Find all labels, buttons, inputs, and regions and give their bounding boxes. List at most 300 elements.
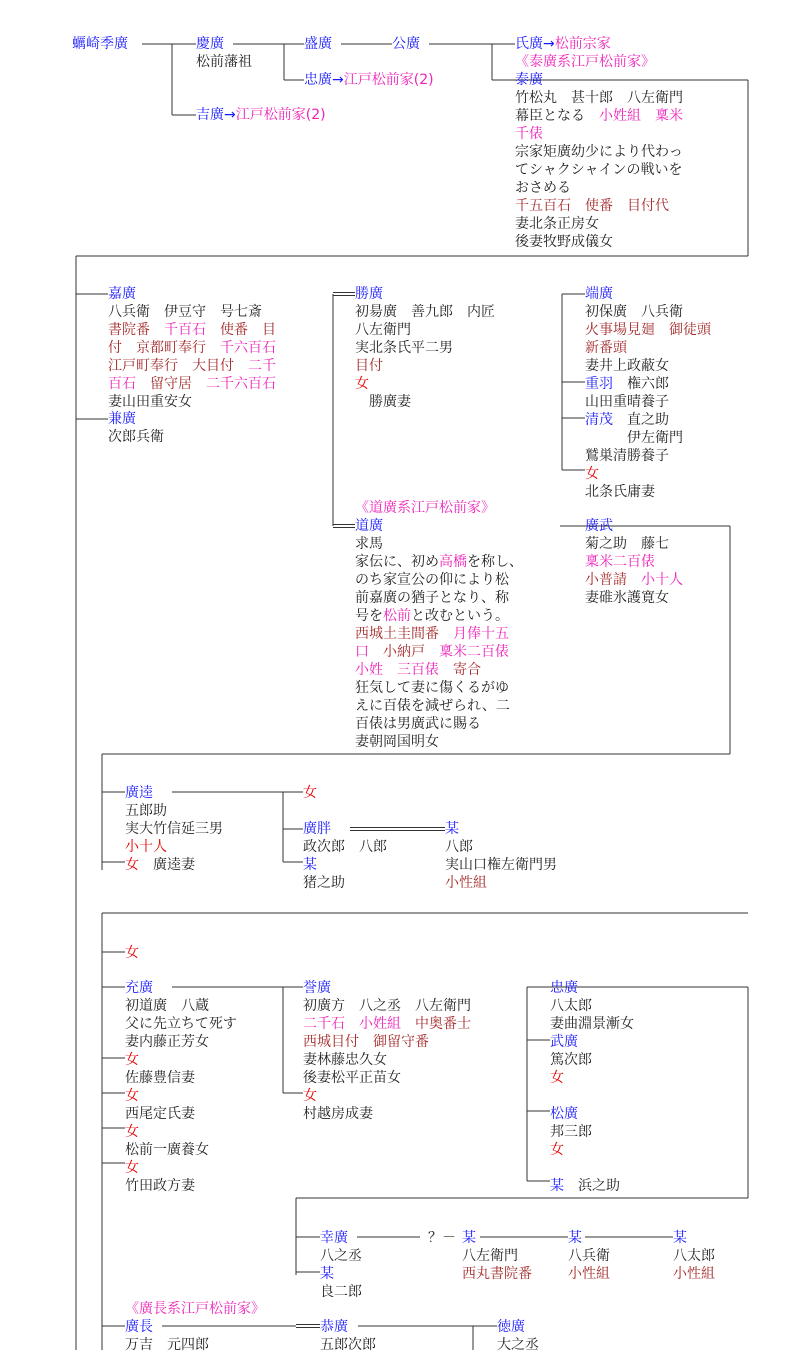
person-line — [108, 339, 276, 357]
person-kahiro — [108, 285, 276, 411]
person-bou3 — [568, 1229, 610, 1283]
person-line — [125, 1123, 237, 1141]
person-line — [355, 733, 523, 751]
person-detail: 浜之助 — [564, 1178, 620, 1194]
person-line — [320, 1229, 362, 1247]
person-line — [125, 1318, 209, 1336]
person-detail: 八兵衛 伊豆守 号七斎 — [108, 304, 262, 320]
person-detail: 二千 — [248, 358, 276, 374]
female-label: 女 — [125, 1088, 139, 1104]
person-line — [355, 357, 495, 375]
person-name: 泰廣 — [515, 72, 543, 88]
person-line — [108, 303, 276, 321]
person-detail: 小納戸 — [383, 644, 439, 660]
person-detail: 求馬 — [355, 536, 383, 552]
person-line — [125, 820, 223, 838]
person-line — [515, 161, 683, 179]
person-detail: 次郎兵衛 — [108, 429, 164, 445]
person-detail: 付 京都町奉行 — [108, 340, 220, 356]
person-detail: 八太郎 — [673, 1248, 715, 1264]
person-line — [445, 856, 557, 874]
person-line — [303, 979, 471, 997]
person-detail: 稟米二百俵 — [439, 644, 509, 660]
person-line — [125, 1300, 265, 1318]
person-detail: 西城目付 御留守番 — [303, 1034, 429, 1050]
person-line — [497, 1336, 539, 1354]
female-label: 女 — [125, 945, 139, 961]
person-detail: 留守居 — [150, 376, 206, 392]
person-line — [585, 589, 683, 607]
person-hironaga — [125, 1318, 209, 1354]
person-line — [585, 429, 711, 447]
person-detail: 宗家矩廣幼少により代わっ — [515, 144, 683, 160]
person-line — [303, 1105, 471, 1123]
person-line — [585, 483, 711, 501]
person-line — [125, 1015, 237, 1033]
person-onna2 — [125, 944, 139, 962]
person-line — [108, 357, 276, 375]
person-detail: 佐藤豊信妻 — [125, 1070, 195, 1086]
person-line — [355, 715, 523, 733]
person-line — [550, 1105, 634, 1123]
person-line — [355, 643, 523, 661]
person-name: 幸廣 — [320, 1230, 348, 1246]
person-line — [392, 35, 420, 53]
person-detail: 千百石 — [164, 322, 220, 338]
person-detail: 実山口権左衛門男 — [445, 857, 557, 873]
person-detail: 邦三郎 — [550, 1124, 592, 1140]
female-label: 小十人 — [125, 839, 167, 855]
person-line — [125, 1087, 237, 1105]
person-line — [515, 89, 683, 107]
person-detail — [550, 1160, 554, 1176]
person-detail: 山田重晴養子 — [585, 394, 669, 410]
person-line — [303, 1015, 471, 1033]
person-detail: 西城土圭間番 — [355, 626, 453, 642]
person-line — [515, 35, 611, 53]
person-katsuhiro — [355, 285, 495, 411]
person-line — [568, 1229, 610, 1247]
person-line — [585, 517, 683, 535]
person-line — [550, 1141, 634, 1159]
person-bou1 — [445, 820, 557, 892]
person-detail: 八兵衛 — [568, 1248, 610, 1264]
person-line — [125, 1141, 237, 1159]
person-line — [585, 465, 711, 483]
person-name: 氏廣→ — [515, 36, 555, 52]
person-detail: 火事場見廻 御徒頭 — [585, 322, 711, 338]
person-line — [196, 53, 252, 71]
person-line — [673, 1229, 715, 1247]
person-line — [585, 357, 711, 375]
person-line — [355, 661, 523, 679]
person-detail: 小性組 — [445, 875, 487, 891]
person-line — [108, 393, 276, 411]
person-detail: 実北条氏平二男 — [355, 340, 453, 356]
person-name: 廣長 — [125, 1319, 153, 1335]
person-detail: 前嘉廣の猶子となり、称 — [355, 590, 509, 606]
person-name: 武廣 — [550, 1034, 578, 1050]
person-name: 松廣 — [550, 1106, 578, 1122]
person-line — [550, 979, 634, 997]
person-line — [355, 625, 523, 643]
person-detail: 妻朝岡国明女 — [355, 734, 439, 750]
person-line — [585, 321, 711, 339]
person-detail: 五郎次郎 — [320, 1337, 376, 1353]
person-line — [125, 979, 237, 997]
person-name: 盛廣 — [304, 36, 332, 52]
person-line — [568, 1265, 610, 1283]
person-line — [428, 1229, 456, 1247]
person-detail: 勝廣妻 — [355, 394, 411, 410]
person-detail: 初道廣 八蔵 — [125, 998, 209, 1014]
person-line — [585, 339, 711, 357]
person-line — [445, 874, 557, 892]
person-detail: 北条氏庸妻 — [585, 484, 655, 500]
person-detail: 松前藩祖 — [196, 54, 252, 70]
person-line — [497, 1318, 539, 1336]
person-detail: 八郎 — [445, 839, 473, 855]
person-kimihiro — [392, 35, 420, 53]
person-line — [673, 1265, 715, 1283]
person-line — [355, 339, 495, 357]
person-detail: 江戸町奉行 大目付 — [108, 358, 248, 374]
person-line — [125, 1069, 237, 1087]
person-line — [585, 393, 711, 411]
person-hirohan — [303, 820, 387, 892]
person-line — [125, 1336, 209, 1354]
person-detail: 妻北条正房女 — [515, 216, 599, 232]
female-label: 女 — [125, 1052, 139, 1068]
person-line — [320, 1318, 376, 1336]
person-detail: 妻林藤忠久女 — [303, 1052, 387, 1068]
female-label: 女 — [303, 785, 317, 801]
person-yoshihiro2 — [196, 106, 326, 124]
person-line — [515, 197, 683, 215]
person-line — [550, 1033, 634, 1051]
person-tadahiro1 — [304, 71, 434, 89]
person-line — [125, 856, 223, 874]
person-line — [355, 393, 495, 411]
person-yasuhiro2 — [320, 1318, 376, 1354]
person-mitsuhiro — [125, 979, 237, 1195]
person-detail: 実大竹信延三男 — [125, 821, 223, 837]
person-detail: のち家宣公の仰により松 — [355, 572, 509, 588]
female-label: 女 — [550, 1142, 564, 1158]
person-detail: 百俵は男廣武に賜る — [355, 716, 481, 732]
person-detail: てシャクシャインの戦いを — [515, 162, 683, 178]
female-label: 女 — [550, 1070, 564, 1086]
person-detail: 百石 — [108, 376, 150, 392]
person-name: 兼廣 — [108, 411, 136, 427]
person-line — [462, 1247, 532, 1265]
person-detail: 《廣長系江戸松前家》 — [125, 1301, 265, 1317]
person-line — [355, 589, 523, 607]
person-detail: 五郎助 — [125, 803, 167, 819]
person-line — [108, 375, 276, 393]
person-line — [515, 215, 683, 233]
person-detail: 権六郎 — [613, 376, 669, 392]
person-line — [355, 571, 523, 589]
person-name: 勝廣 — [355, 286, 383, 302]
person-detail: 新番頭 — [585, 340, 627, 356]
person-detail: 初廣方 八之丞 八左衛門 — [303, 998, 471, 1014]
person-detail: おさめる — [515, 180, 571, 196]
person-detail: 稟米 — [655, 108, 683, 124]
person-line — [355, 697, 523, 715]
person-hirotake — [585, 517, 683, 607]
person-detail: 竹松丸 甚十郎 八左衛門 — [515, 90, 683, 106]
person-name: 吉廣→ — [196, 107, 236, 123]
person-line — [108, 321, 276, 339]
person-detail: 目付 — [355, 358, 383, 374]
person-detail: 妻山田重安女 — [108, 394, 192, 410]
person-name: 端廣 — [585, 286, 613, 302]
person-homarehiro — [303, 979, 471, 1123]
person-line — [304, 35, 332, 53]
female-label: 女 — [303, 1088, 317, 1104]
person-detail: 妻井上政蔽女 — [585, 358, 669, 374]
person-detail: 西尾定氏妻 — [125, 1106, 195, 1122]
person-detail: 大之丞 — [497, 1337, 539, 1353]
person-line — [462, 1265, 532, 1283]
person-qmark — [428, 1229, 456, 1247]
person-line — [303, 1033, 471, 1051]
person-line — [550, 1177, 634, 1195]
person-name: 廣逵 — [125, 785, 153, 801]
person-line — [515, 143, 683, 161]
person-line — [303, 874, 387, 892]
person-line — [72, 35, 128, 53]
female-label: 女 — [125, 1160, 139, 1176]
person-detail: 篤次郎 — [550, 1052, 592, 1068]
person-detail: 《道廣系江戸松前家》 — [355, 500, 495, 516]
person-detail: 高橋 — [439, 554, 467, 570]
person-line — [303, 820, 387, 838]
person-name: 徳廣 — [497, 1319, 525, 1335]
person-ujihiro — [515, 35, 611, 53]
person-detail: 小普請 — [585, 572, 641, 588]
person-name: 充廣 — [125, 980, 153, 996]
person-detail: 八左衛門 — [462, 1248, 518, 1264]
person-line — [355, 607, 523, 625]
person-name: 某 — [550, 1178, 564, 1194]
person-line — [355, 553, 523, 571]
person-line — [355, 679, 523, 697]
person-detail: 松前宗家 — [554, 36, 611, 52]
person-line — [125, 838, 223, 856]
person-detail: 廣逵妻 — [139, 857, 195, 873]
person-detail: 使番 目 — [220, 322, 276, 338]
person-bou2 — [462, 1229, 532, 1283]
person-detail: 小性組 — [673, 1266, 715, 1282]
female-label: 女 — [125, 1124, 139, 1140]
person-line — [568, 1247, 610, 1265]
person-detail: 父に先立ちて死す — [125, 1016, 237, 1032]
person-line — [585, 285, 711, 303]
person-line — [303, 1069, 471, 1087]
person-detail: 月俸十五 — [453, 626, 509, 642]
person-detail: 八之丞 — [320, 1248, 362, 1264]
person-line — [125, 1051, 237, 1069]
person-line — [515, 107, 683, 125]
person-detail: 口 — [355, 644, 383, 660]
person-detail: 初保廣 八兵衛 — [585, 304, 683, 320]
person-name: 蠣崎季廣 — [72, 36, 128, 52]
person-tadahiro2 — [550, 979, 634, 1195]
person-detail: 二千六百石 — [206, 376, 276, 392]
person-name: 清茂 — [585, 412, 613, 428]
person-detail: 妻内藤正芳女 — [125, 1034, 209, 1050]
person-line — [304, 71, 434, 89]
person-name: 某 — [462, 1230, 476, 1246]
person-morihiro — [304, 35, 332, 53]
person-detail: 号を — [355, 608, 383, 624]
person-detail: 竹田政方妻 — [125, 1178, 195, 1194]
person-name: 重羽 — [585, 376, 613, 392]
person-line — [585, 447, 711, 465]
person-line — [303, 856, 387, 874]
person-line — [515, 125, 683, 143]
person-line — [125, 784, 223, 802]
person-detail: 八左衛門 — [355, 322, 411, 338]
person-name: 某 — [568, 1230, 582, 1246]
person-line — [355, 321, 495, 339]
person-detail: 松前一廣養女 — [125, 1142, 209, 1158]
person-name: 某 — [673, 1230, 687, 1246]
person-hironaga-branch — [125, 1300, 265, 1318]
person-line — [320, 1283, 362, 1301]
person-line — [355, 517, 523, 535]
person-hiromichi — [125, 784, 223, 874]
person-line — [303, 1087, 471, 1105]
person-detail: 妻碓氷護寛女 — [585, 590, 669, 606]
person-detail: 松前 — [383, 608, 411, 624]
person-line — [196, 35, 252, 53]
person-detail: 八太郎 — [550, 998, 592, 1014]
person-detail: 妻曲淵景漸女 — [550, 1016, 634, 1032]
person-line — [462, 1229, 532, 1247]
person-name: 道廣 — [355, 518, 383, 534]
person-line — [550, 1015, 634, 1033]
person-line — [550, 1123, 634, 1141]
person-line — [550, 1159, 634, 1177]
person-name: 某 — [445, 821, 459, 837]
person-detail: 西丸書院番 — [462, 1266, 532, 1282]
person-line — [303, 997, 471, 1015]
person-line — [125, 1033, 237, 1051]
person-line — [320, 1247, 362, 1265]
person-line — [515, 53, 655, 71]
person-line — [196, 106, 326, 124]
person-line — [125, 1177, 237, 1195]
person-line — [585, 553, 683, 571]
person-line — [585, 411, 711, 429]
person-name: 某 — [320, 1266, 334, 1282]
person-detail: 小性組 — [568, 1266, 610, 1282]
person-line — [355, 375, 495, 393]
person-yasuhiro — [515, 71, 683, 251]
person-detail: 千五百石 使番 目付代 — [515, 198, 669, 214]
person-detail: 家伝に、初め — [355, 554, 439, 570]
person-detail: 直之助 — [613, 412, 669, 428]
person-detail: 村越房成妻 — [303, 1106, 373, 1122]
person-tanhiro — [585, 285, 711, 501]
person-name: 某 — [303, 857, 317, 873]
person-detail: 千俵 — [515, 126, 543, 142]
person-line — [125, 1105, 237, 1123]
person-detail: 小十人 — [641, 572, 683, 588]
person-detail: 小姓 三百俵 — [355, 662, 453, 678]
person-line — [445, 838, 557, 856]
person-line — [355, 535, 523, 553]
person-yasuhiro-branch — [515, 53, 655, 71]
person-line — [108, 428, 164, 446]
person-detail: 菊之助 藤七 — [585, 536, 669, 552]
person-detail: 小姓組 — [599, 108, 655, 124]
female-label: 女 — [585, 466, 599, 482]
person-line — [515, 179, 683, 197]
person-name: 恭廣 — [320, 1319, 348, 1335]
person-line — [108, 410, 164, 428]
person-line — [303, 1051, 471, 1069]
person-line — [585, 303, 711, 321]
person-name: 廣武 — [585, 518, 613, 534]
person-line — [355, 499, 495, 517]
person-detail: 書院番 — [108, 322, 164, 338]
person-line — [125, 997, 237, 1015]
person-detail — [550, 1088, 554, 1104]
person-detail: えに百俵を減ぜられ、二 — [355, 698, 510, 714]
person-detail: 良二郎 — [320, 1284, 362, 1300]
person-detail: 稟米二百俵 — [585, 554, 655, 570]
person-detail: 鷲巣清勝養子 — [585, 448, 669, 464]
person-line — [125, 944, 139, 962]
person-line — [108, 285, 276, 303]
person-tokuhiro — [497, 1318, 539, 1354]
person-detail: ？－ — [428, 1230, 456, 1246]
person-detail: 二千石 小姓組 — [303, 1016, 415, 1032]
person-detail: 伊左衛門 — [585, 430, 683, 446]
person-line — [125, 1159, 237, 1177]
person-detail: 初昜廣 善九郎 内匠 — [355, 304, 495, 320]
person-line — [585, 535, 683, 553]
person-yukihiro — [320, 1229, 362, 1301]
person-line — [515, 71, 683, 89]
person-bou4 — [673, 1229, 715, 1283]
person-line — [673, 1247, 715, 1265]
person-name: 公廣 — [392, 36, 420, 52]
person-detail: 後妻松平正苗女 — [303, 1070, 401, 1086]
person-name: 嘉廣 — [108, 286, 136, 302]
person-detail: と改むという。 — [411, 608, 509, 624]
person-detail: 寄合 — [453, 662, 481, 678]
person-line — [550, 1087, 634, 1105]
person-name: 忠廣→ — [304, 72, 344, 88]
female-label: 女 — [125, 857, 139, 873]
person-detail: 江戸松前家(2) — [235, 107, 326, 123]
person-detail: 万吉 元四郎 — [125, 1337, 209, 1353]
person-detail: を称し、 — [467, 554, 523, 570]
person-line — [320, 1336, 376, 1354]
person-line — [445, 820, 557, 838]
person-line — [550, 1069, 634, 1087]
person-line — [550, 997, 634, 1015]
person-name: 忠廣 — [550, 980, 578, 996]
person-michihiro-branch — [355, 499, 495, 517]
person-detail: 狂気して妻に傷くるがゆ — [355, 680, 509, 696]
person-line — [515, 233, 683, 251]
